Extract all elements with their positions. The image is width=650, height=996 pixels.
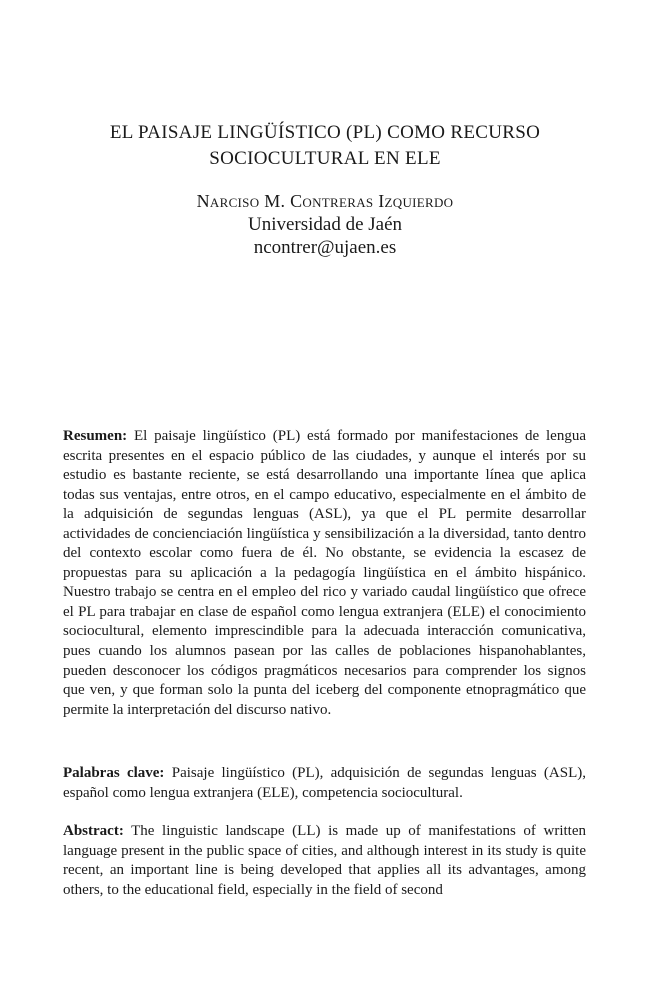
abstract-text: The linguistic landscape (LL) is made up of manifestations of written language present in the public space of cities, and although interest in its study is quite recent, an important line is being developed that applies all its advantages, among others, to the educational field, especially in the field of second xyxy=(63,823,586,898)
keywords-paragraph xyxy=(63,764,586,803)
title-line-1: EL PAISAJE LINGÜÍSTICO (PL) COMO RECURSO xyxy=(109,122,541,143)
keywords-label: Palabras clave: xyxy=(63,765,165,781)
resumen-text: El paisaje lingüístico (PL) está formado por manifestaciones de lengua escrita presentes en el espacio público de las ciudades, y aunque el interés por su estudio es bastante reciente, se está desarrollando una importante línea que aplica todas sus ventajas, entre otros, en el campo educativo, especialmente en el ámbito de la adquisición de segundas lenguas (ASL), ya que el PL permite desarrollar actividades de concienciación lingüística y sensibilización a la diversidad, tanto dentro del contexto escolar como fuera de él. No obstante, se evidencia la escasez de propuestas para su aplicación a la pedagogía lingüística en el ámbito hispánico. Nuestro trabajo se centra en el empleo del rico y variado caudal lingüístico que ofrece el PL para trabajar en clase de español como lengua extranjera (ELE) el conocimiento sociocultural, elemento imprescindible para la adecuada interacción comunicativa, pues cuando los alumnos pasean por las calles de poblaciones hispanohablantes, pueden desconocer los códigos pragmáticos necesarios para comprender los signos que ven, y que forman solo la punta del iceberg del componente etnopragmático que permite la interpretación del discurso nativo. xyxy=(63,428,586,718)
abstract-paragraph xyxy=(63,822,586,900)
abstract-label: Abstract: xyxy=(63,823,124,839)
keywords-text: Paisaje lingüístico (PL), adquisición de segundas lenguas (ASL), español como lengua extranjera (ELE), competencia sociocultural. xyxy=(63,765,586,801)
paper-title xyxy=(60,120,590,172)
resumen-label: Resumen: xyxy=(63,428,128,444)
author-block xyxy=(60,190,590,259)
author-name: Narciso M. Contreras Izquierdo xyxy=(196,191,454,211)
resumen-paragraph xyxy=(63,427,586,720)
author-email: ncontrer@ujaen.es xyxy=(253,237,397,258)
author-affiliation: Universidad de Jaén xyxy=(247,214,403,235)
title-line-2: SOCIOCULTURAL EN ELE xyxy=(209,148,441,169)
